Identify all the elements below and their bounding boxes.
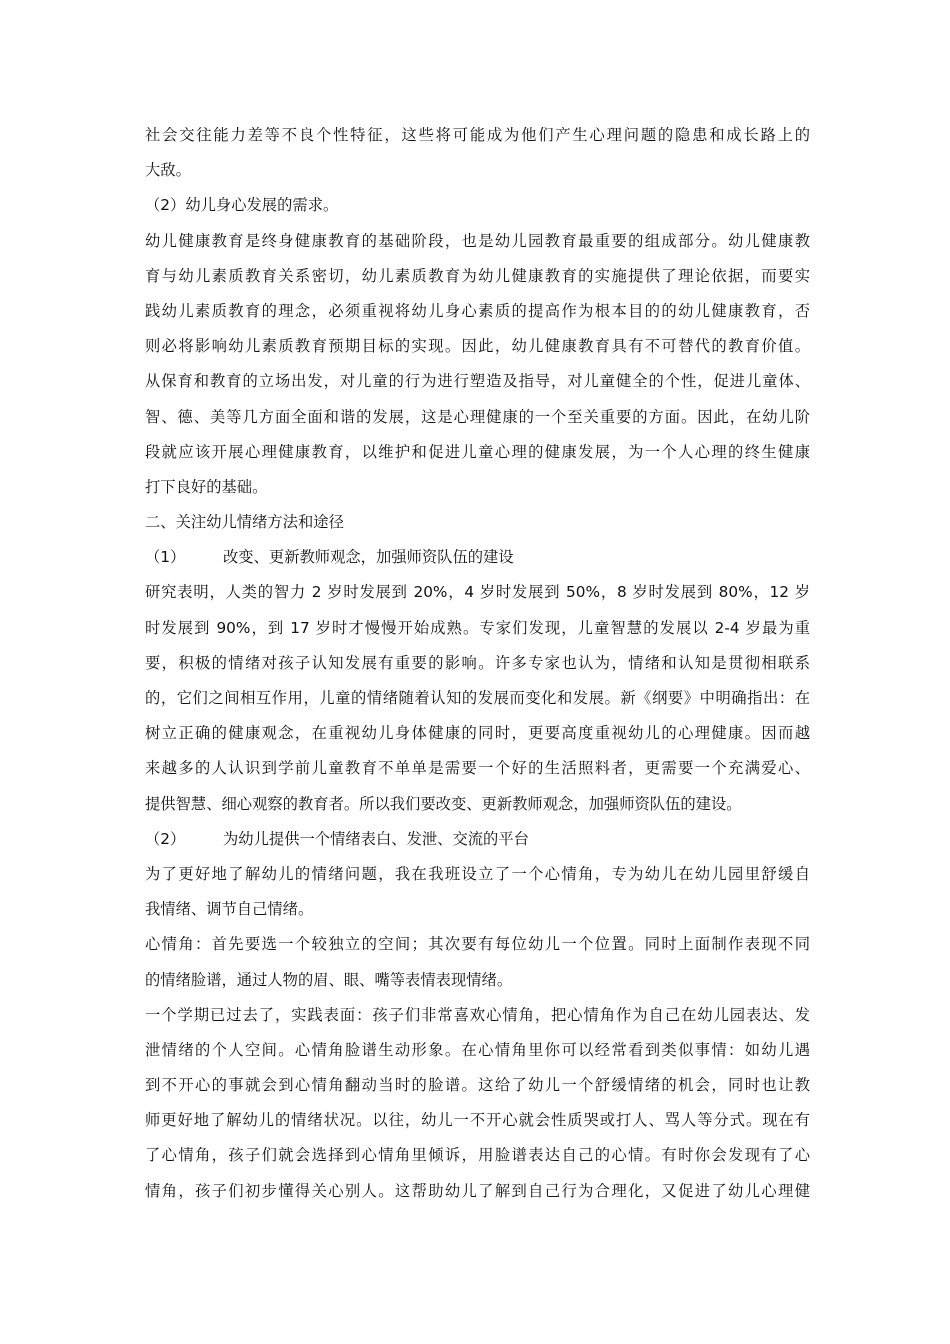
- paragraph-line: 智、德、美等几方面全面和谐的发展，这是心理健康的一个至关重要的方面。因此，在幼儿阶: [145, 407, 810, 426]
- document-body: [145, 118, 810, 1209]
- paragraph-line: 践幼儿素质教育的理念，必须重视将幼儿身心素质的提高作为根本目的的幼儿健康教育，否: [145, 301, 810, 320]
- numbered-heading-line: [145, 822, 810, 857]
- paragraph-line: 要，积极的情绪对孩子认知发展有重要的影响。许多专家也认为，情绪和认知是贯彻相联系: [145, 653, 810, 672]
- paragraph-line: 来越多的人认识到学前儿童教育不单单是需要一个好的生活照料者，更需要一个充满爱心、: [145, 759, 810, 778]
- paragraph-line: 二、关注幼儿情绪方法和途径: [145, 513, 344, 532]
- paragraph-line: 到不开心的事就会到心情角翻动当时的脸谱。这给了幼儿一个舒缓情绪的机会，同时也让教: [145, 1076, 810, 1095]
- paragraph-line: 师更好地了解幼儿的情绪状况。以往，幼儿一不开心就会性质哭或打人、骂人等分式。现在有: [145, 1111, 810, 1130]
- paragraph-line: 幼儿健康教育是终身健康教育的基础阶段，也是幼儿园教育最重要的组成部分。幼儿健康教: [145, 231, 810, 250]
- paragraph-line: （2）幼儿身心发展的需求。: [145, 196, 339, 215]
- paragraph-line: 社会交往能力差等不良个性特征，这些将可能成为他们产生心理问题的隐患和成长路上的: [145, 126, 810, 144]
- paragraph-line: 为了更好地了解幼儿的情绪问题，我在我班设立了一个心情角，专为幼儿在幼儿园里舒缓自: [145, 864, 810, 883]
- numbered-heading-line: [145, 540, 810, 575]
- paragraph-line: 从保育和教育的立场出发，对儿童的行为进行塑造及指导，对儿童健全的个性，促进儿童体、: [145, 372, 810, 391]
- paragraph-line: 则必将影响幼儿素质教育预期目标的实现。因此，幼儿健康教育具有不可替代的教育价值。: [145, 337, 810, 356]
- paragraph-line: 的情绪脸谱，通过人物的眉、眼、嘴等表情表现情绪。: [145, 970, 513, 989]
- heading-text: 为幼儿提供一个情绪表白、发泄、交流的平台: [223, 829, 529, 848]
- paragraph-line: 心情角：首先要选一个较独立的空间；其次要有每位幼儿一个位置。同时上面制作表现不同: [145, 935, 810, 954]
- paragraph-line: 情角，孩子们初步懂得关心别人。这帮助幼儿了解到自己行为合理化，又促进了幼儿心理健: [145, 1181, 810, 1200]
- list-number: （1）: [145, 548, 186, 567]
- paragraph-line: 树立正确的健康观念，在重视幼儿身体健康的同时，更要高度重视幼儿的心理健康。因而越: [145, 724, 810, 743]
- list-number: （2）: [145, 829, 186, 848]
- paragraph-line: 育与幼儿素质教育关系密切，幼儿素质教育为幼儿健康教育的实施提供了理论依据，而要实: [145, 266, 810, 285]
- paragraph-line: 我情绪、调节自己情绪。: [145, 900, 314, 919]
- paragraph-line: 大敌。: [145, 161, 191, 180]
- paragraph-line: 时发展到 90%，到 17 岁时才慢慢开始成熟。专家们发现，儿童智慧的发展以 2-4 岁最为重: [145, 618, 810, 637]
- paragraph-line: 打下良好的基础。: [145, 477, 268, 496]
- paragraph-line: 了心情角，孩子们就会选择到心情角里倾诉，用脸谱表达自己的心情。有时你会发现有了心: [145, 1146, 810, 1165]
- paragraph-line: 的，它们之间相互作用，儿童的情绪随着认知的发展而变化和发展。新《纲要》中明确指出：在: [145, 689, 810, 707]
- paragraph-line: 研究表明，人类的智力 2 岁时发展到 20%，4 岁时发展到 50%，8 岁时发展到 80%，12 岁: [145, 583, 810, 602]
- paragraph-line: 泄情绪的个人空间。心情角脸谱生动形象。在心情角里你可以经常看到类似事情：如幼儿遇: [145, 1040, 810, 1059]
- paragraph-line: 一个学期已过去了，实践表面：孩子们非常喜欢心情角，把心情角作为自己在幼儿园表达、发: [145, 1005, 810, 1024]
- heading-text: 改变、更新教师观念，加强师资队伍的建设: [223, 548, 514, 567]
- paragraph-line: 段就应该开展心理健康教育，以维护和促进儿童心理的健康发展，为一个人心理的终生健康: [145, 442, 810, 461]
- paragraph-line: 提供智慧、细心观察的教育者。所以我们要改变、更新教师观念，加强师资队伍的建设。: [145, 794, 742, 813]
